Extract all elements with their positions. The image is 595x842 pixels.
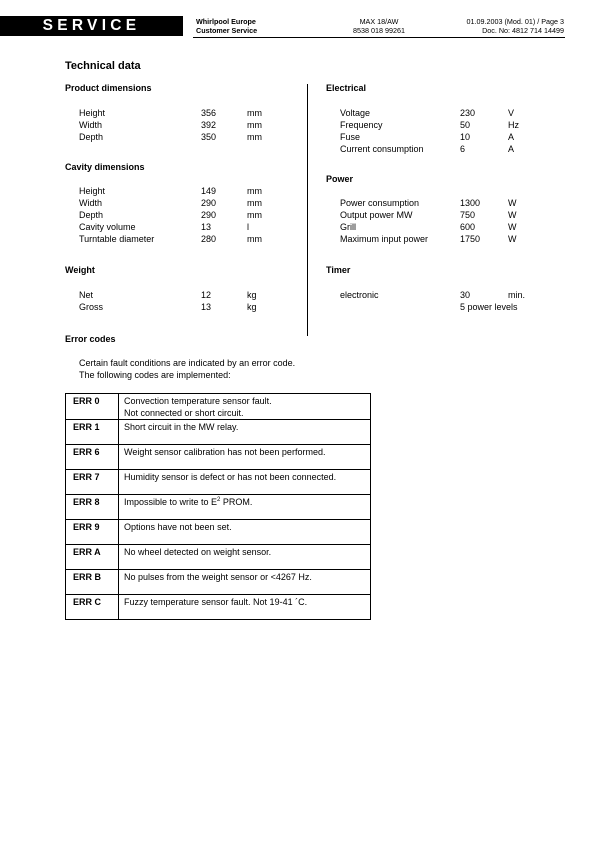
table-row — [66, 495, 371, 520]
spec-unit: kg — [247, 290, 257, 300]
spec-row — [79, 197, 262, 209]
error-description: Fuzzy temperature sensor fault. Not 19-41 ´C. — [119, 595, 371, 620]
spec-row — [340, 233, 517, 245]
error-code: ERR 7 — [66, 470, 119, 495]
spec-unit: W — [508, 222, 517, 232]
spec-label: Width — [79, 120, 103, 130]
spec-unit: mm — [247, 120, 262, 130]
electrical-heading: Electrical — [326, 83, 367, 93]
electrical-list — [340, 107, 519, 155]
spec-unit: l — [247, 222, 249, 232]
error-code: ERR A — [66, 545, 119, 570]
spec-unit: Hz — [508, 120, 519, 130]
spec-value: 149 — [201, 186, 217, 196]
description-line: Convection temperature sensor fault. — [124, 396, 272, 406]
spec-label: Frequency — [340, 120, 383, 130]
product-dimensions-heading: Product dimensions — [65, 83, 152, 93]
spec-label: Fuse — [340, 132, 361, 142]
table-row — [66, 545, 371, 570]
error-description: Short circuit in the MW relay. — [119, 420, 371, 445]
spec-label: Turntable diameter — [79, 234, 155, 244]
spec-unit: mm — [247, 198, 262, 208]
spec-value: 13 — [201, 302, 212, 312]
spec-unit: mm — [247, 132, 262, 142]
power-list — [340, 197, 517, 245]
weight-heading: Weight — [65, 265, 95, 275]
error-code: ERR 8 — [66, 495, 119, 520]
description-part: PROM. — [220, 497, 253, 507]
spec-value: 350 — [201, 132, 217, 142]
spec-unit: min. — [508, 290, 526, 300]
timer-list — [340, 289, 526, 313]
spec-label: Depth — [79, 132, 104, 142]
product-dimensions-list — [79, 107, 262, 143]
error-code-table — [65, 393, 371, 620]
spec-unit: mm — [247, 234, 262, 244]
error-code: ERR 9 — [66, 520, 119, 545]
header-rule — [193, 37, 565, 38]
error-description — [119, 394, 371, 420]
spec-label: Current consumption — [340, 144, 424, 154]
spec-unit: kg — [247, 302, 257, 312]
spec-label: Gross — [79, 302, 104, 312]
error-code: ERR 0 — [66, 394, 119, 420]
table-row — [66, 520, 371, 545]
spec-row — [340, 209, 517, 221]
spec-value: 356 — [201, 108, 217, 118]
description-part: Impossible to write to E — [124, 497, 218, 507]
spec-label: Output power MW — [340, 210, 413, 220]
description-line: Not connected or short circuit. — [124, 407, 244, 418]
table-row — [66, 570, 371, 595]
company-block — [196, 18, 257, 35]
spec-value: 10 — [460, 132, 471, 142]
spec-row — [79, 209, 262, 221]
cavity-dimensions-heading: Cavity dimensions — [65, 162, 145, 172]
table-row — [66, 470, 371, 495]
spec-value: 290 — [201, 210, 217, 220]
spec-value: 1300 — [460, 198, 481, 208]
cavity-dimensions-list — [79, 185, 262, 245]
table-row — [66, 394, 371, 420]
spec-label: Height — [79, 108, 106, 118]
spec-row — [79, 119, 262, 131]
spec-value: 750 — [460, 210, 476, 220]
error-code: ERR 6 — [66, 445, 119, 470]
spec-label: Voltage — [340, 108, 371, 118]
intro-line: Certain fault conditions are indicated by an error code. — [79, 358, 296, 368]
spec-row — [340, 197, 517, 209]
spec-label: Width — [79, 198, 103, 208]
weight-list — [79, 289, 257, 313]
table-row — [66, 595, 371, 620]
company-line-1: Whirlpool Europe — [196, 17, 256, 26]
spec-unit: A — [508, 144, 515, 154]
spec-value: 290 — [201, 198, 217, 208]
spec-row — [340, 143, 515, 155]
column-divider — [307, 84, 308, 336]
intro-line: The following codes are implemented: — [79, 370, 231, 380]
spec-row — [340, 119, 519, 131]
table-row — [66, 445, 371, 470]
spec-row — [340, 289, 526, 301]
power-heading: Power — [326, 174, 354, 184]
company-line-2: Customer Service — [196, 25, 258, 35]
doc-info-block — [404, 18, 564, 35]
spec-value: 600 — [460, 222, 476, 232]
spec-unit: mm — [247, 186, 262, 196]
spec-unit: W — [508, 234, 517, 244]
error-description: No pulses from the weight sensor or <4267 Hz. — [119, 570, 371, 595]
spec-unit: V — [508, 108, 515, 118]
spec-row — [79, 185, 262, 197]
model-name: MAX 18/AW — [359, 17, 399, 26]
spec-label: Depth — [79, 210, 104, 220]
spec-row — [79, 107, 262, 119]
spec-row — [340, 221, 517, 233]
error-codes-intro — [79, 357, 295, 381]
spec-unit: mm — [247, 108, 262, 118]
spec-label: Height — [79, 186, 106, 196]
error-description — [119, 495, 371, 520]
spec-row — [79, 131, 262, 143]
spec-unit: W — [508, 198, 517, 208]
spec-value: 280 — [201, 234, 217, 244]
spec-label: Cavity volume — [79, 222, 136, 232]
spec-label: Net — [79, 290, 94, 300]
spec-value: 230 — [460, 108, 476, 118]
error-code: ERR C — [66, 595, 119, 620]
spec-row — [79, 233, 262, 245]
timer-heading: Timer — [326, 265, 351, 275]
doc-number: Doc. No: 4812 714 14499 — [482, 25, 564, 35]
error-description: Options have not been set. — [119, 520, 371, 545]
spec-label: Power consumption — [340, 198, 420, 208]
spec-value: 13 — [201, 222, 212, 232]
spec-value: 30 — [460, 290, 471, 300]
spec-label: Maximum input power — [340, 234, 429, 244]
superscript: 2 — [217, 497, 221, 503]
spec-row — [79, 301, 257, 313]
spec-label: Grill — [340, 222, 356, 232]
error-codes-heading: Error codes — [65, 334, 116, 344]
spec-value: 6 — [460, 144, 466, 154]
spec-value: 1750 — [460, 234, 481, 244]
service-banner: SERVICE — [0, 16, 183, 36]
date-page: 01.09.2003 (Mod. 01) / Page 3 — [466, 17, 564, 26]
spec-row — [340, 131, 515, 143]
spec-label: electronic — [340, 290, 379, 300]
spec-row — [79, 221, 249, 233]
spec-value: 12 — [201, 290, 212, 300]
spec-unit: mm — [247, 210, 262, 220]
error-code: ERR B — [66, 570, 119, 595]
spec-unit: W — [508, 210, 517, 220]
spec-value: 50 — [460, 120, 471, 130]
spec-row — [340, 301, 518, 313]
error-description: Weight sensor calibration has not been performed. — [119, 445, 371, 470]
part-number: 8538 018 99261 — [353, 25, 405, 35]
error-description: Humidity sensor is defect or has not been connected. — [119, 470, 371, 495]
spec-value: 392 — [201, 120, 217, 130]
error-code: ERR 1 — [66, 420, 119, 445]
spec-row — [79, 289, 257, 301]
table-row — [66, 420, 371, 445]
power-levels: 5 power levels — [460, 302, 518, 312]
page-title: Technical data — [65, 60, 141, 72]
error-description: No wheel detected on weight sensor. — [119, 545, 371, 570]
spec-unit: A — [508, 132, 515, 142]
spec-row — [340, 107, 515, 119]
